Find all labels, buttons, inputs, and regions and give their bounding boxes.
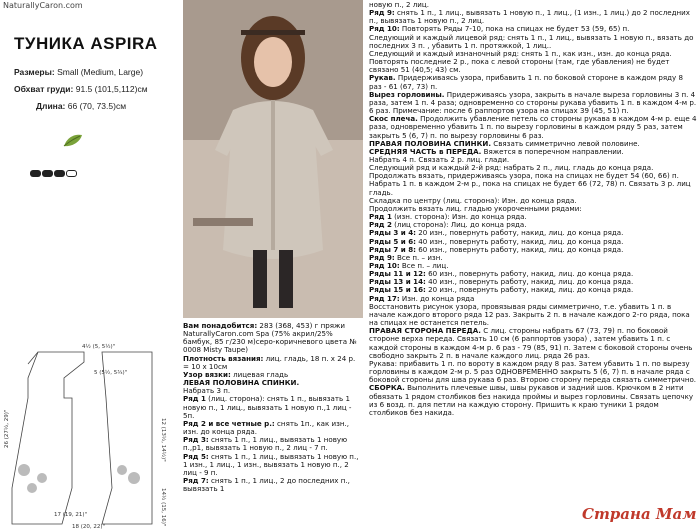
difficulty-dot (30, 170, 41, 177)
schematic-diagram (2, 338, 178, 530)
length-value: 66 (70, 73.5)см (67, 101, 127, 111)
right-paragraph: Ряд 9: Все п. – изн. (369, 252, 443, 262)
dim-neck: 4½ (5, 5½)" (82, 344, 116, 350)
right-paragraph: Следующий ряд и каждый 2-й ряд: набрать 2 п., лиц. гладь до конца ряда. (369, 163, 654, 173)
length-label: Длина: (36, 101, 66, 111)
right-paragraph: Ряд 1 (изн. сторона): Изн. до конца ряда. (369, 212, 527, 222)
right-paragraph: СРЕДНЯЯ ЧАСТЬ в ПЕРЕДА. Вяжется в поперечном направлении. (369, 146, 624, 156)
dim-side: 14½ (15, 16)" (160, 488, 166, 527)
left-paragraph: Набрать 3 п. (183, 386, 231, 396)
right-paragraph: Ряд 10: Все п. – лиц. (369, 261, 449, 270)
site-name: NaturallyCaron.com (3, 1, 83, 10)
dim-hem-inner: 17 (19, 21)" (54, 512, 88, 518)
right-paragraph: Ряды 13 и 14: 40 изн., повернуть работу, накид, лиц. до конца ряда. (369, 277, 634, 287)
left-paragraph: Ряд 3: снять 1 п., 1 лиц., вывязать 1 новую п.,р1, вывязать 1 новую п., 2 лиц - 7 п. (183, 435, 348, 453)
left-paragraph: ЛЕВАЯ ПОЛОВИНА СПИНКИ. (183, 378, 300, 388)
right-paragraph: Рукав. Придерживаясь узора, прибавить 1 п. по боковой стороне в каждом ряду 8 раз - 61 (67, 73) п. (369, 73, 684, 91)
right-paragraph: Ряды 3 и 4: 20 изн., повернуть работу, накид, лиц. до конца ряда. (369, 228, 624, 238)
right-paragraph: Складка по центру (лиц. сторона): Изн. до конца ряда. (369, 195, 577, 205)
difficulty-rating (30, 170, 77, 177)
right-paragraph: Ряд 17: Изн. до конца ряда (369, 293, 475, 303)
right-paragraph: Рукава: прибавить 1 п. по вороту в каждом ряду 8 раз. Затем убавить 1 п. по вырезу горловины в каждом 2-м р. 5 раз ОДНОВРЕМЕННО закрыть 5 (6, 7) п. в начале ряда с боковой стороны для шва рукава 6 раз. Второю сторону переда связать симметрично. (369, 358, 697, 385)
left-paragraph: Ряд 1 (лиц. сторона): снять 1 п., вывязать 1 новую п., 1 лиц., вывязать 1 новую п.,1 лиц - 5п. (183, 394, 352, 420)
left-paragraph: Ряд 7: снять 1 п., 1 лиц., 2 до последних п., вывязать 1 (183, 475, 350, 494)
dim-length: 26 (27½, 29)" (4, 409, 10, 448)
right-paragraph: Набрать 4 п. Связать 2 р. лиц. глади. (369, 154, 510, 164)
chest-label: Обхват груди: (14, 84, 74, 94)
model-photo (183, 0, 363, 318)
right-paragraph: Ряды 7 и 8: 60 изн., повернуть работу, накид, лиц. до конца ряда. (369, 244, 624, 254)
sizes-label: Размеры: (14, 67, 55, 77)
left-paragraph: Вам понадобится: 283 (368, 453) г пряжи NaturallyCaron.com Spa (75% акрил/25% бамбук, 85 г/230 м)серо-коричневого цвета № 0008 Misty Taupe) (183, 321, 357, 355)
right-paragraph: ПРАВАЯ СТОРОНА ПЕРЕДА. С лиц. стороны набрать 67 (73, 79) п. по боковой стороне верха переда. Связать 10 см (6 раппортов узора) , затем убавить 1 п. с каждой стороны в каждом 4-м р. 6 раз - 79 (85, 91) п. Затем с боковой стороны очень свободно закрыть 2 п. в начале каждого лиц. ряда 26 раз. (369, 326, 693, 360)
right-paragraph: СБОРКА. Выполнить плечевые швы, швы рукавов и задний шов. Крючком в 2 нити обвязать 1 рядом столбиков без накида проймы и вырез горловины. Связать цепочку из 6 возд. п. для петли на каждую сторону. Пришить к краю туники 1 рядом столбиков без накида. (369, 383, 694, 417)
right-paragraph: ПРАВАЯ ПОЛОВИНА СПИНКИ. Связать симметрично левой половине. (369, 138, 640, 148)
left-paragraph: Узор вязки: лицевая гладь (183, 369, 289, 379)
dim-armhole: 12 (13½, 14½)" (160, 418, 166, 462)
right-paragraph: Ряды 15 и 16: 20 изн., повернуть работу, накид, лиц. до конца ряда. (369, 285, 634, 295)
dim-hem-outer: 18 (20, 22)" (72, 524, 106, 530)
page-title: ТУНИКА ASPIRA (14, 34, 158, 53)
watermark-logo: Страна Мам (582, 505, 697, 523)
chest-line (14, 84, 148, 94)
right-paragraph: Набрать 1 п. в каждом 2-м р., пока на спицах не будет 66 (72, 78) п. Связать 3 р. лиц гладь. (369, 179, 691, 197)
right-paragraph: Вырез горловины. Придерживаясь узора, закрыть в начале выреза горловины 3 п. 4 раза, затем 1 п. 4 раза; одновременно со стороны рукава убавить 1 п. в каждом 4-м р. 6 раз. Примечание: после 6 раппортов узора на спицах 39 (45, 51) п. (369, 89, 697, 116)
instructions-right-column (369, 1, 697, 417)
right-paragraph: Ряды 11 и 12: 60 изн., повернуть работу, накид, лиц. до конца ряда. (369, 269, 634, 279)
right-paragraph: Ряд 9: снять 1 п., 1 лиц., вывязать 1 новую п., 1 лиц., (1 изн., 1 лиц.) до 2 последних п., вывязать 1 новую п., 2 лиц. (369, 8, 690, 26)
right-paragraph: Продолжить вязать лиц. гладью укороченными рядами: (369, 203, 582, 213)
right-paragraph: Следующий и каждый изнаночный ряд: снять 1 п., как изн., изн. до конца ряда. (369, 48, 672, 58)
left-paragraph: Ряд 2 и все четные р.: снять 1п., как изн., изн. до конца ряда. (183, 418, 350, 437)
difficulty-dot (42, 170, 53, 177)
sizes-value: Small (Medium, Large) (57, 67, 144, 77)
leaf-icon (62, 132, 84, 148)
difficulty-dot (54, 170, 65, 177)
right-paragraph: Следующий и каждый лицевой ряд: снять 1 п., 1 лиц., вывязать 1 новую п., вязать до последних 3 п. , убавить 1 п. протяжкой, 1 лиц.. (369, 32, 694, 50)
right-paragraph: Продолжать вязать, придерживаясь узора, пока на спицах не будет 54 (60, 66) п. (369, 171, 679, 181)
right-paragraph: Повторять последние 2 р., пока с левой стороны (там, где убавления) не будет связано 51 (40,5; 43) см. (369, 57, 670, 75)
instructions-left-column (183, 322, 360, 493)
left-paragraph: Плотность вязания: лиц. гладь, 18 п. х 24 р. = 10 х 10см (183, 353, 356, 371)
dim-shoulder: 5 (5½, 5¾)" (94, 370, 128, 376)
chest-value: 91.5 (101,5,112)см (75, 84, 148, 94)
right-paragraph: Ряд 10: Повторять Ряды 7-10, пока на спицах не будет 53 (59, 65) п. (369, 24, 630, 34)
difficulty-dot (66, 170, 77, 177)
length-line (36, 101, 126, 111)
left-paragraph: Ряд 5: снять 1 п., 1 лиц., вывязать 1 новую п., 1 изн., 1 лиц., 1 изн., вывязать 1 новую п., 2 лиц - 9 п. (183, 451, 359, 477)
right-paragraph: Ряд 2 (лиц сторона): Лиц. до конца ряда. (369, 220, 527, 230)
right-paragraph: Скос плеча. Продолжить убавление петель со стороны рукава в каждом 4-м р. еще 4 раза, одновременно убавить 1 п. по вырезу горловины в каждом ряду 5 раз, затем закрыть 5 (6, 7) п. по вырезу горловины 6 раз. (369, 114, 697, 140)
sizes-line (14, 67, 143, 77)
right-paragraph: новую п., 2 лиц. (369, 0, 429, 9)
right-paragraph: Восстановить рисунок узора, провязывая ряды симметрично, т.е. убавить 1 п. в начале каждого второго ряда 12 раз. Закрыть 2 п. в начале каждого 2-го ряда, пока на спицах не останется петель. (369, 301, 690, 328)
right-paragraph: Ряды 5 и 6: 40 изн., повернуть работу, накид, лиц. до конца ряда. (369, 236, 624, 246)
